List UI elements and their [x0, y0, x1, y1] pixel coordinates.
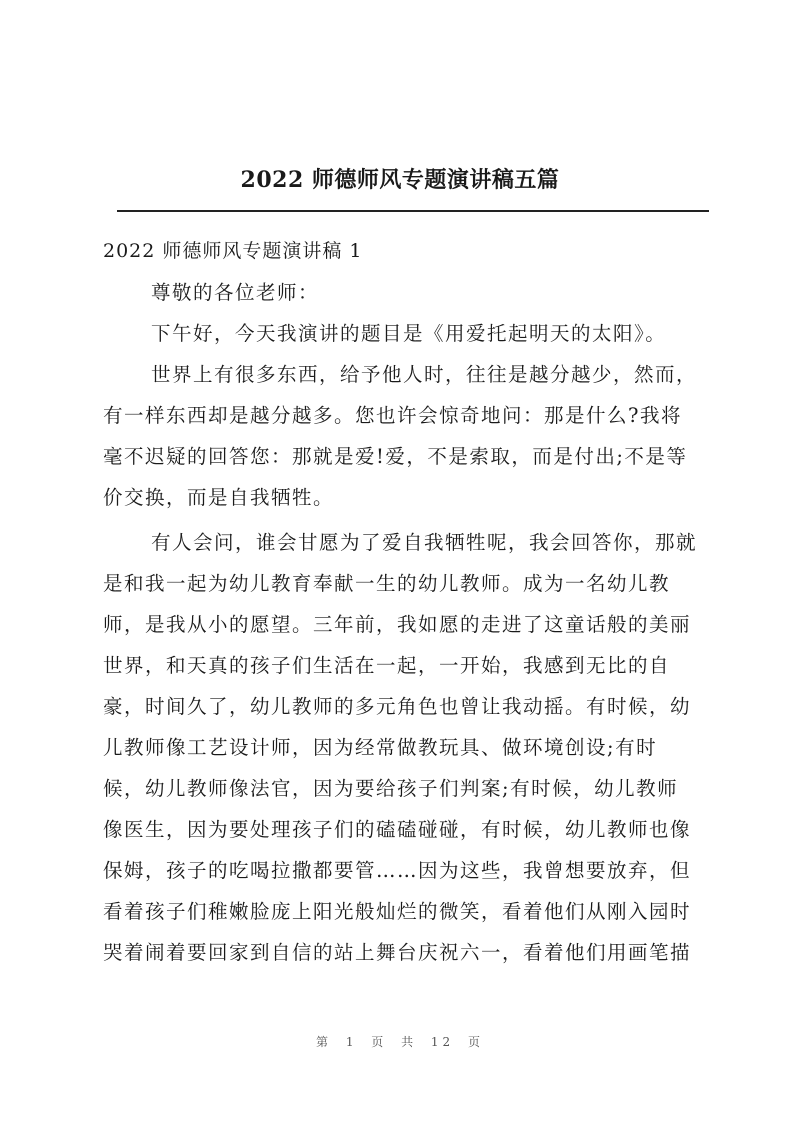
text-line: 保姆，孩子的吃喝拉撒都要管……因为这些，我曾想要放弃，但 — [103, 859, 692, 882]
document-title: 2022 师德师风专题演讲稿五篇 — [240, 167, 560, 193]
text-line: 有人会问，谁会甘愿为了爱自我牺牲呢，我会回答你，那就 — [151, 531, 698, 554]
text-line: 下午好，今天我演讲的题目是《用爱托起明天的太阳》。 — [151, 322, 667, 345]
text-line: 候，幼儿教师像法官，因为要给孩子们判案;有时候，幼儿教师 — [103, 777, 679, 800]
page-number-footer: 第 1 页 共 12 页 — [316, 1035, 484, 1049]
text-line: 看着孩子们稚嫩脸庞上阳光般灿烂的微笑，看着他们从刚入园时 — [103, 900, 692, 923]
text-line: 儿教师像工艺设计师，因为经常做教玩具、做环境创设;有时 — [103, 736, 658, 759]
text-line: 毫不迟疑的回答您：那就是爱!爱，不是索取，而是付出;不是等 — [103, 445, 688, 468]
text-line: 豪，时间久了，幼儿教师的多元角色也曾让我动摇。有时候，幼 — [103, 695, 692, 718]
text-line: 是和我一起为幼儿教育奉献一生的幼儿教师。成为一名幼儿教 — [103, 572, 671, 595]
text-line: 师，是我从小的愿望。三年前，我如愿的走进了这童话般的美丽 — [103, 613, 692, 636]
text-line: 尊敬的各位老师： — [151, 281, 320, 304]
text-line: 价交换，而是自我牺牲。 — [103, 486, 335, 509]
text-line: 世界上有很多东西，给予他人时，往往是越分越少，然而， — [151, 363, 698, 386]
text-line: 哭着闹着要回家到自信的站上舞台庆祝六一，看着他们用画笔描 — [103, 941, 692, 964]
text-line: 像医生，因为要处理孩子们的磕磕碰碰，有时候，幼儿教师也像 — [103, 818, 692, 841]
title-divider — [117, 210, 709, 212]
section-heading: 2022 师德师风专题演讲稿 1 — [103, 240, 363, 262]
text-line: 有一样东西却是越分越多。您也许会惊奇地问：那是什么?我将 — [103, 404, 682, 427]
text-line: 世界，和天真的孩子们生活在一起，一开始，我感到无比的自 — [103, 654, 671, 677]
